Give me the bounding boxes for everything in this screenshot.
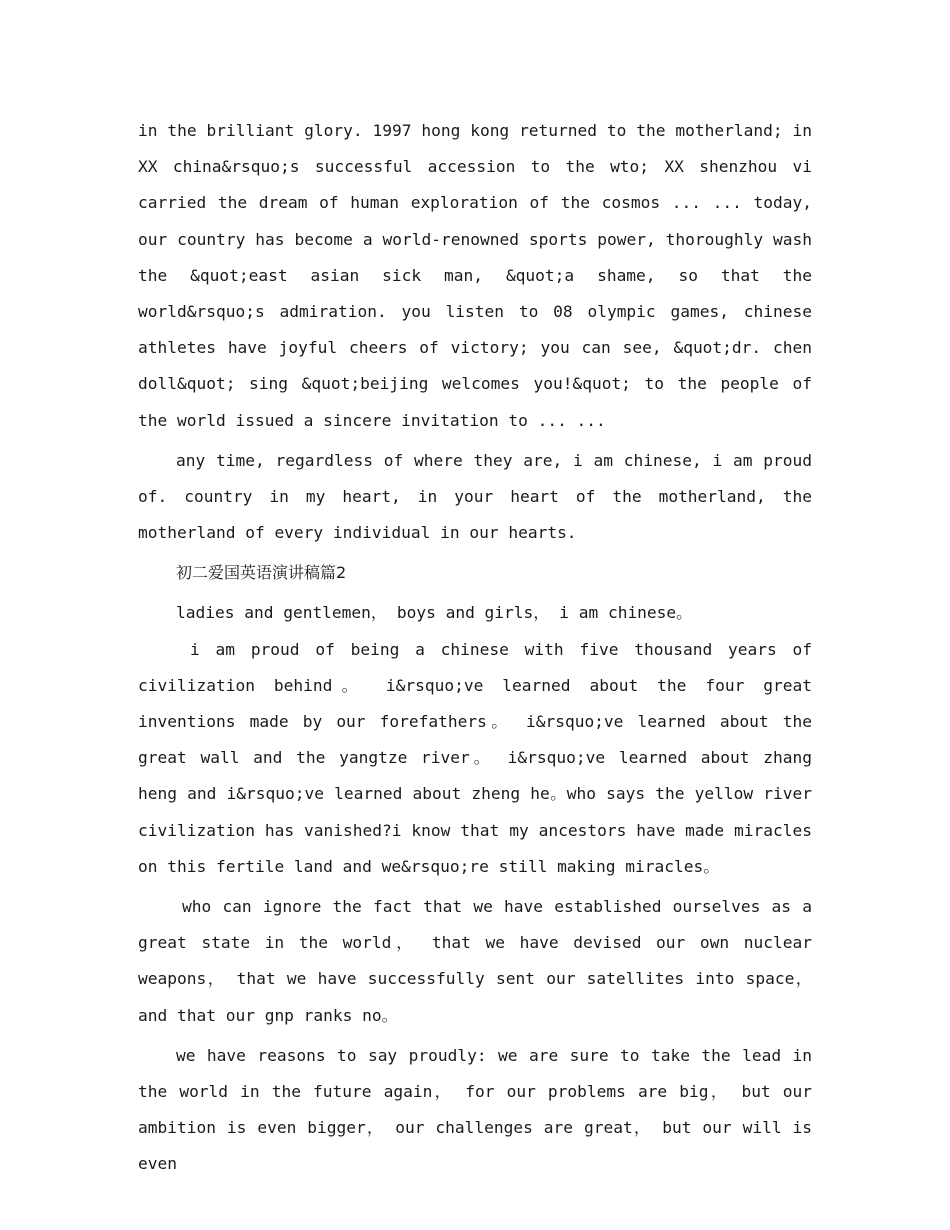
section-heading: 初二爱国英语演讲稿篇2 xyxy=(176,563,347,583)
paragraph-greeting: ladies and gentlemen， boys and girls， i am chinese。 xyxy=(176,603,693,623)
paragraph-glory: in the brilliant glory. 1997 hong kong returned to the motherland; in XX china&rsquo;s successful accession to the wto; XX shenzhou vi carried the dream of human exploration of the cosmos ... ... today, our country has become a world-renowned sports power, thoroughly wash the &quot;east asian sick man, &quot;a shame, so that the world&rsquo;s admiration. you listen to 08 olympic games, chinese athletes have joyful cheers of victory; you can see, &quot;dr. chen doll&quot; sing &quot;beijing welcomes you!&quot; to the people of the world issued a sincere invitation to ... ... xyxy=(138,121,812,430)
paragraph-any-time: any time, regardless of where they are, i am chinese, i am proud of. country in my heart, in your heart of the motherland, the motherland of every individual in our hearts. xyxy=(138,450,812,543)
paragraph-proud: i am proud of being a chinese with five thousand years of civilization behind。 i&rsquo;ve learned about the four great inventions made by our forefathers。 i&rsquo;ve learned about the great wall and the yangtze river。 i&rsquo;ve learned about zhang heng and i&rsquo;ve learned about zheng he。who says the yellow river civilization has vanished?i know that my ancestors have made miracles on this fertile land and we&rsquo;re still making miracles。 xyxy=(138,639,812,876)
paragraph-ignore: who can ignore the fact that we have established ourselves as a great state in the world， that we have devised our own nuclear weapons， that we have successfully sent our satellites into space， and that our gnp ranks no。 xyxy=(138,897,812,1025)
document-body xyxy=(138,113,812,1187)
paragraph-reasons: we have reasons to say proudly: we are sure to take the lead in the world in the future again， for our problems are big， but our ambition is even bigger， our challenges are great， but our will is even xyxy=(138,1045,812,1174)
